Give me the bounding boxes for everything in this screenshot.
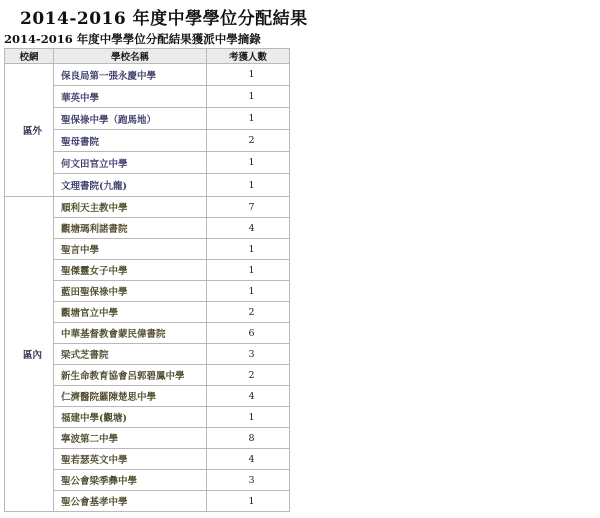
student-count: 1	[207, 108, 290, 130]
student-count: 1	[207, 407, 290, 428]
student-count: 1	[207, 491, 290, 512]
school-name: 梁式芝書院	[54, 344, 207, 365]
student-count: 1	[207, 239, 290, 260]
student-count: 3	[207, 344, 290, 365]
student-count: 2	[207, 302, 290, 323]
student-count: 8	[207, 428, 290, 449]
school-name: 何文田官立中學	[54, 152, 207, 174]
school-name: 聖傑靈女子中學	[54, 260, 207, 281]
table-row	[5, 64, 290, 86]
student-count: 6	[207, 323, 290, 344]
area-cell-inner: 區內	[5, 197, 54, 512]
student-count: 7	[207, 197, 290, 218]
student-count: 1	[207, 64, 290, 86]
header-school: 學校名稱	[54, 49, 207, 64]
school-name: 華英中學	[54, 86, 207, 108]
student-count: 3	[207, 470, 290, 491]
allocation-table	[4, 48, 290, 512]
area-cell-outer: 區外	[5, 64, 54, 197]
school-name: 聖言中學	[54, 239, 207, 260]
student-count: 1	[207, 86, 290, 108]
student-count: 1	[207, 281, 290, 302]
school-name: 中華基督教會蒙民偉書院	[54, 323, 207, 344]
school-name: 聖公會梁季彝中學	[54, 470, 207, 491]
student-count: 4	[207, 386, 290, 407]
school-name: 寧波第二中學	[54, 428, 207, 449]
school-name: 聖保祿中學（跑馬地）	[54, 108, 207, 130]
school-name: 觀塘瑪利諾書院	[54, 218, 207, 239]
header-count: 考獲人數	[207, 49, 290, 64]
school-name: 新生命教育協會呂郭碧鳳中學	[54, 365, 207, 386]
page-title: 2014-2016 年度中學學位分配結果	[20, 9, 308, 29]
school-name: 文理書院(九龍)	[54, 174, 207, 197]
table-row	[5, 197, 290, 218]
school-name: 聖若瑟英文中學	[54, 449, 207, 470]
school-name: 聖母書院	[54, 130, 207, 152]
student-count: 1	[207, 260, 290, 281]
table-caption: 2014-2016 年度中學學位分配結果獲派中學摘錄	[4, 32, 261, 46]
student-count: 4	[207, 449, 290, 470]
school-name: 觀塘官立中學	[54, 302, 207, 323]
student-count: 1	[207, 174, 290, 197]
school-name: 仁濟醫院羅陳楚思中學	[54, 386, 207, 407]
student-count: 4	[207, 218, 290, 239]
student-count: 1	[207, 152, 290, 174]
school-name: 聖公會基孝中學	[54, 491, 207, 512]
school-name: 藍田聖保祿中學	[54, 281, 207, 302]
student-count: 2	[207, 130, 290, 152]
school-name: 保良局第一張永慶中學	[54, 64, 207, 86]
student-count: 2	[207, 365, 290, 386]
header-area: 校網	[5, 49, 54, 64]
school-name: 福建中學(觀塘)	[54, 407, 207, 428]
school-name: 順利天主教中學	[54, 197, 207, 218]
header-row	[5, 49, 290, 64]
